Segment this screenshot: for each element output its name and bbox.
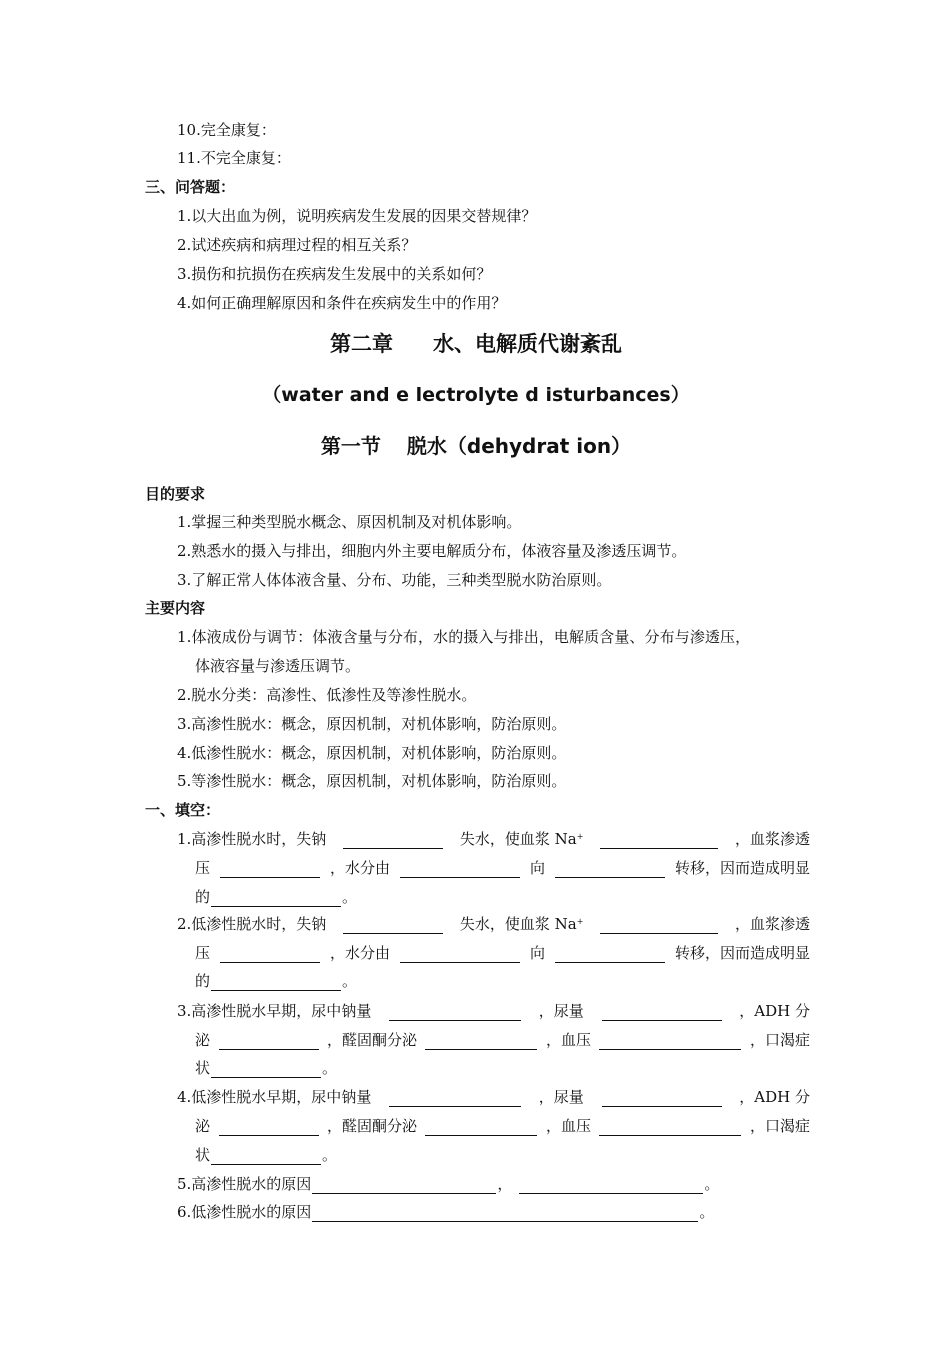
section-heading: 三、问答题： xyxy=(145,178,236,196)
list-item-continuation: 体液容量与渗透压调节。 xyxy=(195,657,361,675)
answer-blank[interactable] xyxy=(555,947,665,963)
list-item: 11.不完全康复： xyxy=(177,149,291,167)
answer-blank[interactable] xyxy=(211,1149,321,1165)
answer-blank[interactable] xyxy=(211,1062,321,1078)
question-1-line-3: 的 。 xyxy=(195,888,358,906)
answer-blank[interactable] xyxy=(219,1034,319,1050)
chapter-name: 水、电解质代谢紊乱 xyxy=(433,332,622,356)
list-item: 1.体液成份与调节：体液含量与分布，水的摄入与排出，电解质含量、分布与渗透压， xyxy=(177,628,751,646)
answer-blank[interactable] xyxy=(519,1178,703,1194)
list-item: 1.以大出血为例，说明疾病发生发展的因果交替规律？ xyxy=(177,207,537,225)
list-item: 4.如何正确理解原因和条件在疾病发生中的作用？ xyxy=(177,294,507,312)
list-item: 2.试述疾病和病理过程的相互关系？ xyxy=(177,236,417,254)
answer-blank[interactable] xyxy=(312,1178,496,1194)
list-item: 10.完全康复： xyxy=(177,121,276,139)
answer-blank[interactable] xyxy=(425,1120,537,1136)
chapter-subtitle: （water and e lectrolyte d isturbances） xyxy=(262,384,690,406)
answer-blank[interactable] xyxy=(343,918,443,934)
question-2-line-3: 的 。 xyxy=(195,972,358,990)
answer-blank[interactable] xyxy=(312,1206,698,1222)
chapter-number: 第二章 xyxy=(330,332,393,356)
question-2-line-2: 压 ，水分由 向 转移，因而造成明显 xyxy=(195,944,810,962)
list-item: 2.脱水分类：高渗性、低渗性及等渗性脱水。 xyxy=(177,686,477,704)
answer-blank[interactable] xyxy=(555,862,665,878)
answer-blank[interactable] xyxy=(425,1034,537,1050)
answer-blank[interactable] xyxy=(602,1091,722,1107)
answer-blank[interactable] xyxy=(389,1005,521,1021)
section-number: 第一节 xyxy=(320,434,381,458)
answer-blank[interactable] xyxy=(211,975,341,991)
answer-blank[interactable] xyxy=(600,833,718,849)
answer-blank[interactable] xyxy=(219,1120,319,1136)
question-6: 6.低渗性脱水的原因 。 xyxy=(177,1203,715,1221)
answer-blank[interactable] xyxy=(400,947,520,963)
question-3-line-1: 3.高渗性脱水早期，尿中钠量 ，尿量 ，ADH 分 xyxy=(177,1002,810,1020)
chapter-title xyxy=(0,328,952,358)
answer-blank[interactable] xyxy=(211,891,341,907)
question-3-line-2: 泌 ，醛固酮分泌 ，血压 ，口渴症 xyxy=(195,1031,810,1049)
answer-blank[interactable] xyxy=(389,1091,521,1107)
section-title xyxy=(0,430,952,459)
question-2-line-1: 2.低渗性脱水时，失钠 失水，使血浆 Na+ ，血浆渗透 xyxy=(177,915,810,933)
answer-blank[interactable] xyxy=(602,1005,722,1021)
question-5: 5.高渗性脱水的原因 ， 。 xyxy=(177,1175,720,1193)
list-item: 3.了解正常人体体液含量、分布、功能，三种类型脱水防治原则。 xyxy=(177,571,612,589)
answer-blank[interactable] xyxy=(600,918,718,934)
fill-in-heading: 一、填空： xyxy=(145,801,221,819)
question-4-line-1: 4.低渗性脱水早期，尿中钠量 ，尿量 ，ADH 分 xyxy=(177,1088,810,1106)
list-item: 1.掌握三种类型脱水概念、原因机制及对机体影响。 xyxy=(177,513,522,531)
question-4-line-2: 泌 ，醛固酮分泌 ，血压 ，口渴症 xyxy=(195,1117,810,1135)
section-name: 脱水（dehydrat ion） xyxy=(406,434,632,458)
answer-blank[interactable] xyxy=(220,947,320,963)
question-4-line-3: 状 。 xyxy=(195,1146,338,1164)
answer-blank[interactable] xyxy=(599,1034,741,1050)
list-item: 2.熟悉水的摄入与排出，细胞内外主要电解质分布，体液容量及渗透压调节。 xyxy=(177,542,687,560)
objectives-heading: 目的要求 xyxy=(145,485,206,503)
answer-blank[interactable] xyxy=(400,862,520,878)
list-item: 5.等渗性脱水：概念，原因机制，对机体影响，防治原则。 xyxy=(177,772,567,790)
question-3-line-3: 状 。 xyxy=(195,1059,338,1077)
list-item: 4.低渗性脱水：概念，原因机制，对机体影响，防治原则。 xyxy=(177,744,567,762)
content-heading: 主要内容 xyxy=(145,599,206,617)
list-item: 3.高渗性脱水：概念，原因机制，对机体影响，防治原则。 xyxy=(177,715,567,733)
list-item: 3.损伤和抗损伤在疾病发生发展中的关系如何？ xyxy=(177,265,492,283)
question-1-line-2: 压 ，水分由 向 转移，因而造成明显 xyxy=(195,859,810,877)
answer-blank[interactable] xyxy=(220,862,320,878)
answer-blank[interactable] xyxy=(599,1120,741,1136)
question-1-line-1: 1.高渗性脱水时，失钠 失水，使血浆 Na+ ，血浆渗透 xyxy=(177,830,810,848)
answer-blank[interactable] xyxy=(343,833,443,849)
